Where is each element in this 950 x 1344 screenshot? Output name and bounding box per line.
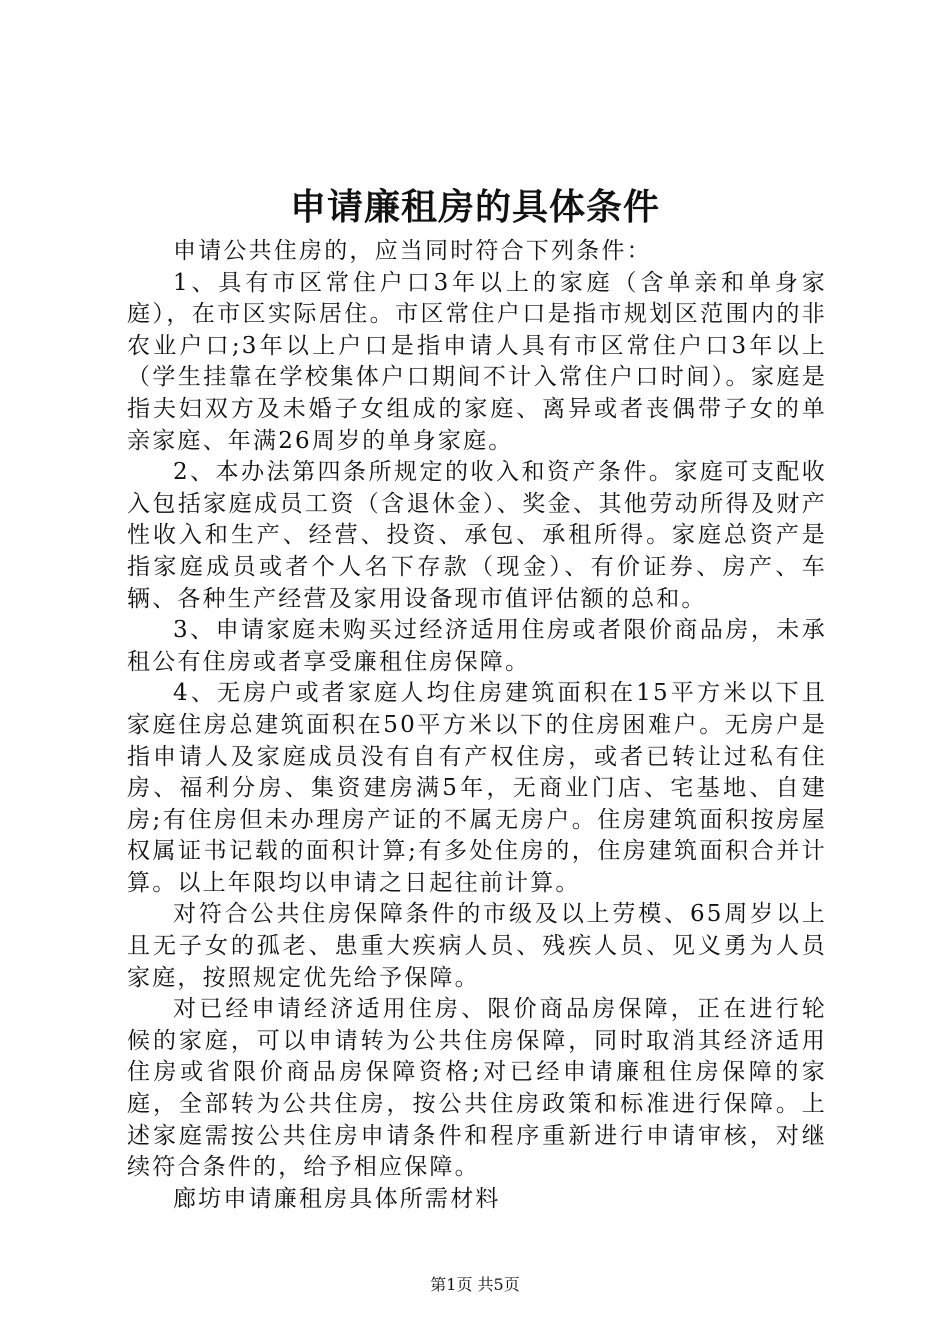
- page-footer: 第1页 共5页: [430, 1275, 520, 1294]
- paragraph-transfer: 对已经申请经济适用住房、限价商品房保障，正在进行轮候的家庭，可以申请转为公共住房保障，同时取消其经济适用住房或省限价商品房保障资格;对已经申请廉租住房保障的家庭，全部转为公共住房，按公共住房政策和标准进行保障。上述家庭需按公共住房申请条件和程序重新进行申请审核，对继续符合条件的，给予相应保障。: [127, 996, 827, 1181]
- paragraph-priority: 对符合公共住房保障条件的市级及以上劳模、65周岁以上且无子女的孤老、患重大疾病人员、残疾人员、见义勇为人员家庭，按照规定优先给予保障。: [127, 901, 827, 991]
- paragraph-condition-2: 2、本办法第四条所规定的收入和资产条件。家庭可支配收入包括家庭成员工资（含退休金）、奖金、其他劳动所得及财产性收入和生产、经营、投资、承包、承租所得。家庭总资产是指家庭成员或者个人名下存款（现金）、有价证券、房产、车辆、各种生产经营及家用设备现市值评估额的总和。: [127, 459, 827, 612]
- paragraph-intro: 申请公共住房的，应当同时符合下列条件：: [173, 238, 652, 264]
- paragraph-materials-heading: 廊坊申请廉租房具体所需材料: [173, 1185, 501, 1212]
- paragraph-condition-1: 1、具有市区常住户口3年以上的家庭（含单亲和单身家庭），在市区实际居住。市区常住户口是指市规划区范围内的非农业户口;3年以上户口是指申请人具有市区常住户口3年以上（学生挂靠在学校集体户口期间不计入常住户口时间）。家庭是指夫妇双方及未婚子女组成的家庭、离异或者丧偶带子女的单亲家庭、年满26周岁的单身家庭。: [127, 269, 827, 454]
- document-body: [127, 236, 827, 1215]
- paragraph-condition-4: 4、无房户或者家庭人均住房建筑面积在15平方米以下且家庭住房总建筑面积在50平方米以下的住房困难户。无房户是指申请人及家庭成员没有自有产权住房，或者已转让过私有住房、福利分房、集资建房满5年，无商业门店、宅基地、自建房;有住房但未办理房产证的不属无房户。住房建筑面积按房屋权属证书记载的面积计算;有多处住房的，住房建筑面积合并计算。以上年限均以申请之日起往前计算。: [127, 680, 827, 896]
- paragraph-condition-3: 3、申请家庭未购买过经济适用住房或者限价商品房，未承租公有住房或者享受廉租住房保障。: [127, 617, 827, 675]
- document-title: 申请廉租房的具体条件: [289, 187, 660, 228]
